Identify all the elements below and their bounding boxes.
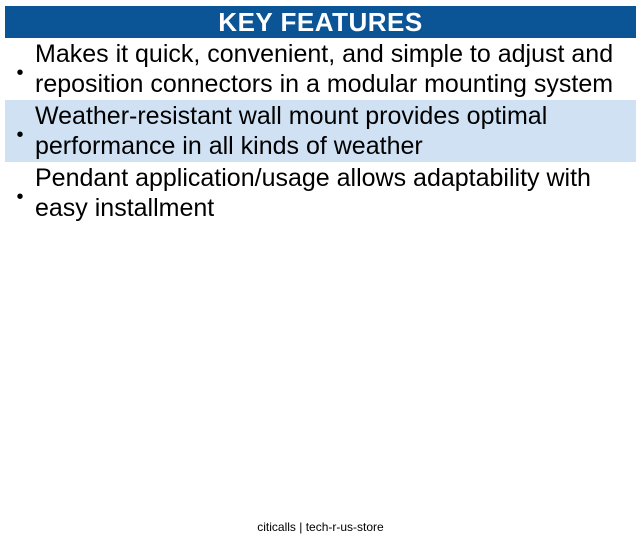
feature-item-weather-resistant [5, 100, 636, 162]
feature-item-modular-mounting [5, 38, 636, 100]
feature-text [35, 163, 591, 223]
feature-line: Makes it quick, convenient, and simple to adjust and [35, 40, 614, 68]
feature-line: Pendant application/usage allows adaptability with [35, 164, 591, 192]
bullet-icon: • [16, 62, 24, 84]
header-title: KEY FEATURES [218, 7, 423, 37]
bullet-icon: • [16, 124, 24, 146]
key-features-header [5, 6, 636, 38]
features-list [5, 38, 636, 224]
feature-line: reposition connectors in a modular mounting system [35, 70, 614, 98]
footer-credit: citicalls | tech-r-us-store [257, 520, 384, 534]
feature-item-pendant-application [5, 162, 636, 224]
feature-line: Weather-resistant wall mount provides optimal [35, 102, 548, 130]
feature-line: performance in all kinds of weather [35, 132, 423, 160]
bullet-icon: • [16, 186, 24, 208]
feature-line: easy installment [35, 194, 215, 222]
feature-text [35, 101, 547, 161]
feature-text [35, 39, 613, 99]
